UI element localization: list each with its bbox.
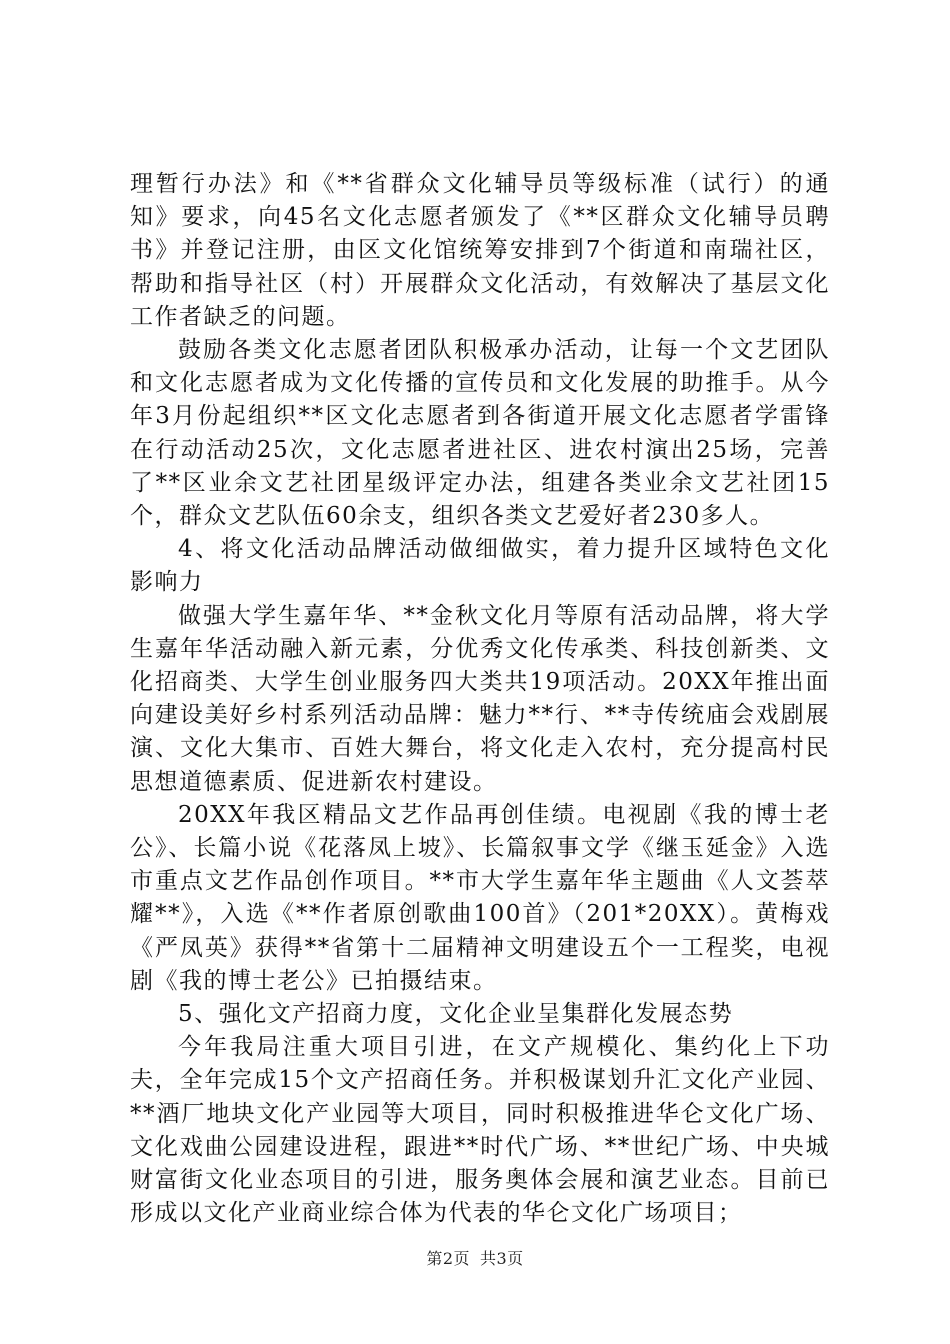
paragraph: 理暂行办法》和《**省群众文化辅导员等级标准（试行）的通知》要求，向45名文化志愿者颁发了《**区群众文化辅导员聘书》并登记注册，由区文化馆统筹安排到7个街道和南瑞社区，帮助和指导社区（村）开展群众文化活动，有效解决了基层文化工作者缺乏的问题。 (130, 171, 830, 330)
paragraph: 鼓励各类文化志愿者团队积极承办活动，让每一个文艺团队和文化志愿者成为文化传播的宣传员和文化发展的助推手。从今年3月份起组织**区文化志愿者到各街道开展文化志愿者学雷锋在行动活动25次，文化志愿者进社区、进农村演出25场，完善了**区业余文艺社团星级评定办法，组建各类业余文艺社团15个，群众文艺队伍60余支，组织各类文艺爱好者230多人。 (130, 337, 830, 530)
page-total: 共3页 (480, 1249, 524, 1268)
paragraph: 今年我局注重大项目引进，在文产规模化、集约化上下功夫，全年完成15个文产招商任务。并积极谋划升汇文化产业园、**酒厂地块文化产业园等大项目，同时积极推进华仑文化广场、文化戏曲公园建设进程，跟进**时代广场、**世纪广场、中央城财富街文化业态项目的引进，服务奥体会展和演艺业态。目前已形成以文化产业商业综合体为代表的华仑文化广场项目； (130, 1034, 830, 1227)
page-footer (0, 1246, 950, 1269)
section-heading: 5、强化文产招商力度，文化企业呈集群化发展态势 (178, 1001, 734, 1028)
paragraph: 20XX年我区精品文艺作品再创佳绩。电视剧《我的博士老公》、长篇小说《花落凤上坡》、长篇叙事文学《继玉延金》入选市重点文艺作品创作项目。**市大学生嘉年华主题曲《人文荟萃耀**》，入选《**作者原创歌曲100首》（201*20XX）。黄梅戏《严凤英》获得**省第十二届精神文明建设五个一工程奖，电视剧《我的博士老公》已拍摄结束。 (130, 801, 830, 994)
section-heading: 4、将文化活动品牌活动做细做实，着力提升区域特色文化影响力 (130, 536, 830, 596)
document-body (130, 168, 830, 1231)
page-number: 第2页 (426, 1249, 470, 1268)
paragraph: 做强大学生嘉年华、**金秋文化月等原有活动品牌，将大学生嘉年华活动融入新元素，分优秀文化传承类、科技创新类、文化招商类、大学生创业服务四大类共19项活动。20XX年推出面向建设美好乡村系列活动品牌：魅力**行、**寺传统庙会戏剧展演、文化大集市、百姓大舞台，将文化走入农村，充分提高村民思想道德素质、促进新农村建设。 (130, 602, 830, 795)
